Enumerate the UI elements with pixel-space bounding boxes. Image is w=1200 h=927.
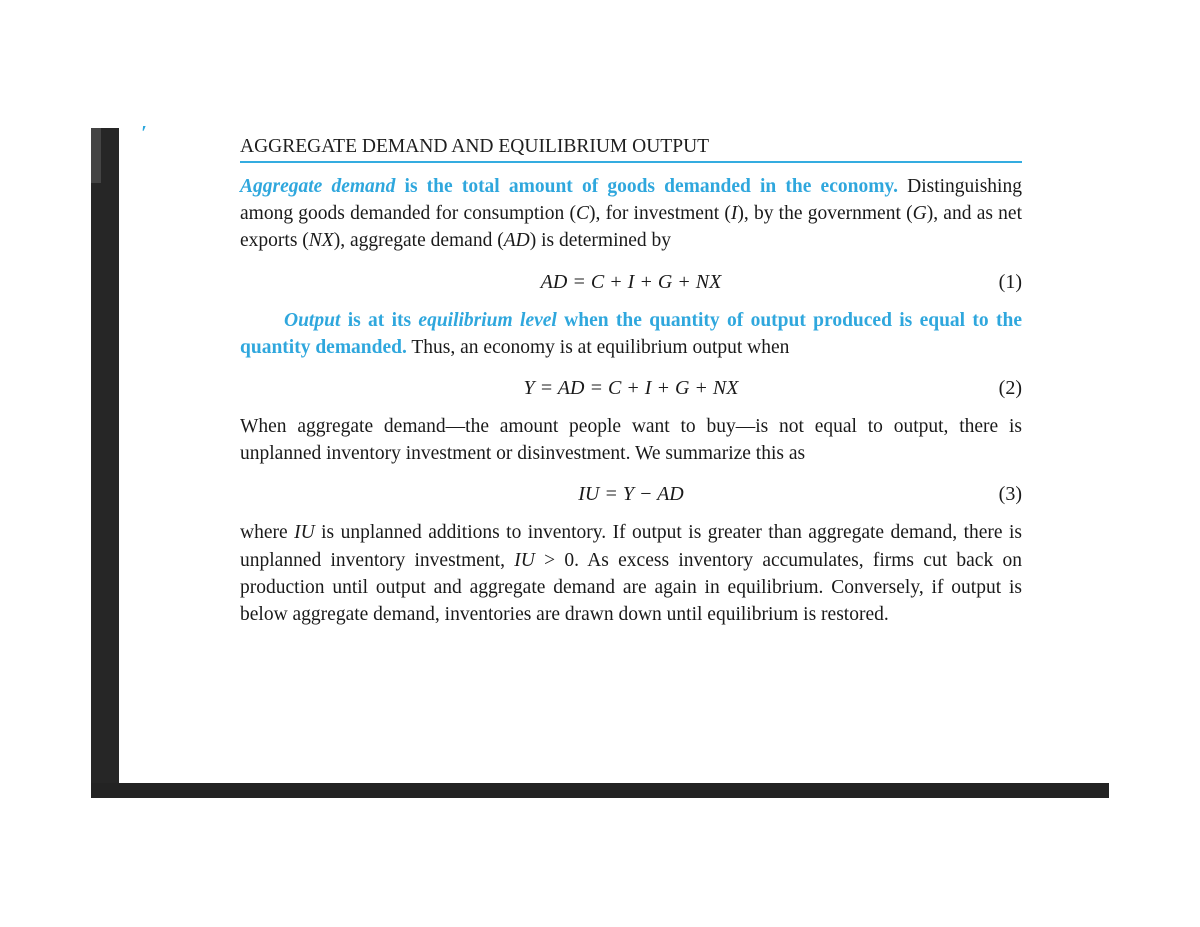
definition-text: is the total amount of goods demanded in the economy. <box>395 176 898 197</box>
text-run: Distinguishing among goods demanded for consumption ( <box>240 176 1022 225</box>
variable-iu: IU <box>294 522 315 544</box>
left-page-edge <box>91 128 119 798</box>
variable-g: G <box>912 203 927 225</box>
text-run: is unplanned additions to inventory. If output is greater than aggregate demand, there is unplanned inventory investment, <box>240 522 1022 571</box>
text-run: > 0. As excess inventory accumulates, firms cut back on production until output and aggregate demand are again in equilibrium. Conversely, if output is below aggregate demand, inventories are drawn down until equilibrium is restored. <box>240 549 1022 626</box>
variable-nx: NX <box>308 230 334 252</box>
variable-i: I <box>730 203 738 225</box>
equation-number: (3) <box>998 483 1022 506</box>
section-heading: AGGREGATE DEMAND AND EQUILIBRIUM OUTPUT <box>240 133 1022 163</box>
text-run: ), aggregate demand ( <box>333 230 504 252</box>
margin-mark: ′ <box>141 122 147 144</box>
equation-expression: Y = AD = C + I + G + NX <box>523 377 739 400</box>
bottom-page-edge <box>91 783 1109 798</box>
term-equilibrium-level: equilibrium level <box>418 309 557 331</box>
equation-expression: AD = C + I + G + NX <box>540 270 722 293</box>
text-run: where <box>240 522 295 544</box>
paragraph-equilibrium-output <box>240 307 1022 361</box>
document-content <box>240 133 1022 628</box>
variable-c: C <box>575 203 589 225</box>
variable-ad: AD <box>503 230 530 252</box>
text-run: ), for investment ( <box>588 203 731 225</box>
equation-2 <box>240 369 1022 407</box>
text-run: ), and as net exports ( <box>240 203 1022 252</box>
paragraph-inventory-adjustment <box>240 519 1022 628</box>
text-run: ), by the government ( <box>737 203 913 225</box>
definition-text: is at its <box>340 309 419 331</box>
equation-number: (2) <box>998 377 1022 400</box>
variable-iu: IU <box>514 549 535 571</box>
equation-number: (1) <box>998 270 1022 293</box>
text-run: Thus, an economy is at equilibrium output when <box>406 336 790 358</box>
definition-text: when the quantity of output produced is equal to the quantity demanded. <box>240 309 1022 358</box>
term-aggregate-demand: Aggregate demand <box>240 176 396 197</box>
edge-shade <box>91 128 101 183</box>
equation-expression: IU = Y − AD <box>578 483 684 506</box>
definition-aggregate-demand <box>240 176 898 197</box>
equation-1 <box>240 263 1022 301</box>
equation-3 <box>240 475 1022 513</box>
paragraph-unplanned-inventory: When aggregate demand—the amount people want to buy—is not equal to output, there is unplanned inventory investment or disinvestment. We summarize this as <box>240 416 1022 465</box>
paragraph-aggregate-demand <box>240 173 1022 255</box>
term-output: Output <box>284 309 341 331</box>
text-run: ) is determined by <box>529 230 672 252</box>
